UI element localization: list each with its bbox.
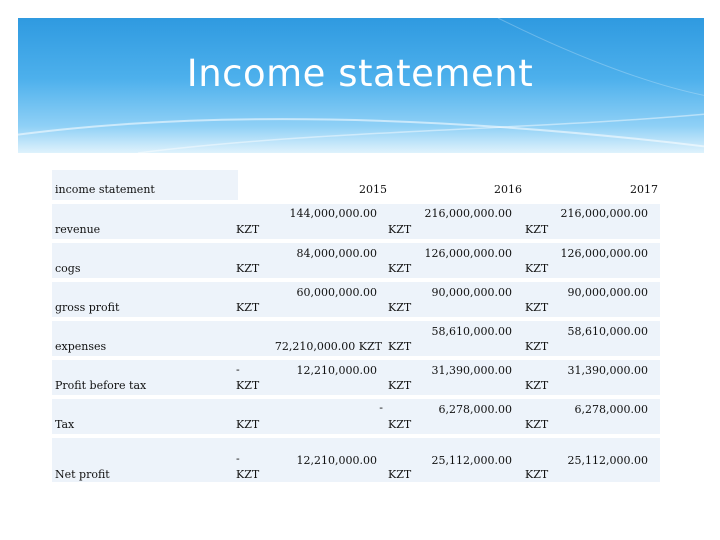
currency-2016: KZT [388, 262, 412, 275]
currency-2017: KZT [525, 223, 549, 236]
value-2015: 144,000,000.00 [289, 207, 377, 220]
row-divider [52, 356, 660, 360]
value-2016: 58,610,000.00 [431, 325, 512, 338]
value-2017: 90,000,000.00 [567, 286, 648, 299]
value-2017: 216,000,000.00 [560, 207, 648, 220]
currency-2015: KZT [236, 262, 260, 275]
row-divider [52, 278, 660, 282]
negative-sign: - [236, 452, 240, 465]
currency-2016: KZT [388, 301, 412, 314]
value-2016: 90,000,000.00 [431, 286, 512, 299]
row-label-tax: Tax [55, 418, 75, 431]
row-divider [52, 395, 660, 399]
value-2017: 58,610,000.00 [567, 325, 648, 338]
currency-2015b: KZT [388, 379, 412, 392]
currency-2015: KZT [236, 301, 260, 314]
year-header-2016: 2016 [494, 183, 522, 196]
currency-2015: KZT [236, 468, 260, 481]
row-divider [52, 317, 660, 321]
value-2017: 6,278,000.00 [574, 403, 648, 416]
value-2016: 25,112,000.00 [431, 454, 512, 467]
row-label-expenses: expenses [55, 340, 107, 353]
currency-2016: KZT [525, 379, 549, 392]
currency-2017: KZT [525, 301, 549, 314]
currency-2015b: KZT [388, 418, 412, 431]
value-2015: 60,000,000.00 [296, 286, 377, 299]
row-divider [52, 239, 660, 243]
year-header-2015: 2015 [359, 183, 387, 196]
slide-title: Income statement [186, 52, 534, 95]
value-2017: 31,390,000.00 [567, 364, 648, 377]
currency-2016: KZT [525, 340, 549, 353]
currency-2016: KZT [525, 418, 549, 431]
currency-2016: KZT [525, 468, 549, 481]
value-2015: 12,210,000.00 [296, 454, 377, 467]
table-header-label: income statement [55, 183, 155, 196]
value-2016: 6,278,000.00 [438, 403, 512, 416]
year-header-2017: 2017 [630, 183, 658, 196]
value-2015: - [379, 401, 383, 414]
value-2017: 25,112,000.00 [567, 454, 648, 467]
row-label-cogs: cogs [55, 262, 81, 275]
currency-2016: KZT [388, 223, 412, 236]
currency-2015: KZT [236, 379, 260, 392]
negative-sign: - [236, 363, 240, 376]
row-divider [52, 434, 660, 438]
value-2017: 126,000,000.00 [560, 247, 648, 260]
value-2016: 31,390,000.00 [431, 364, 512, 377]
currency-2015b: KZT [388, 468, 412, 481]
value-2016: 216,000,000.00 [424, 207, 512, 220]
year-header-row [238, 170, 660, 200]
row-divider [52, 200, 660, 204]
value-2015: 84,000,000.00 [296, 247, 377, 260]
currency-2015: KZT [236, 418, 260, 431]
value-2016: 126,000,000.00 [424, 247, 512, 260]
row-label-net-profit: Net profit [55, 468, 110, 481]
value-2015: 72,210,000.00 KZT [274, 340, 382, 353]
row-label-gross-profit: gross profit [55, 301, 120, 314]
value-2015: 12,210,000.00 [296, 364, 377, 377]
currency-2015: KZT [388, 340, 412, 353]
row-label-profit-before-tax: Profit before tax [55, 379, 147, 392]
row-label-revenue: revenue [55, 223, 101, 236]
currency-2015: KZT [236, 223, 260, 236]
currency-2017: KZT [525, 262, 549, 275]
